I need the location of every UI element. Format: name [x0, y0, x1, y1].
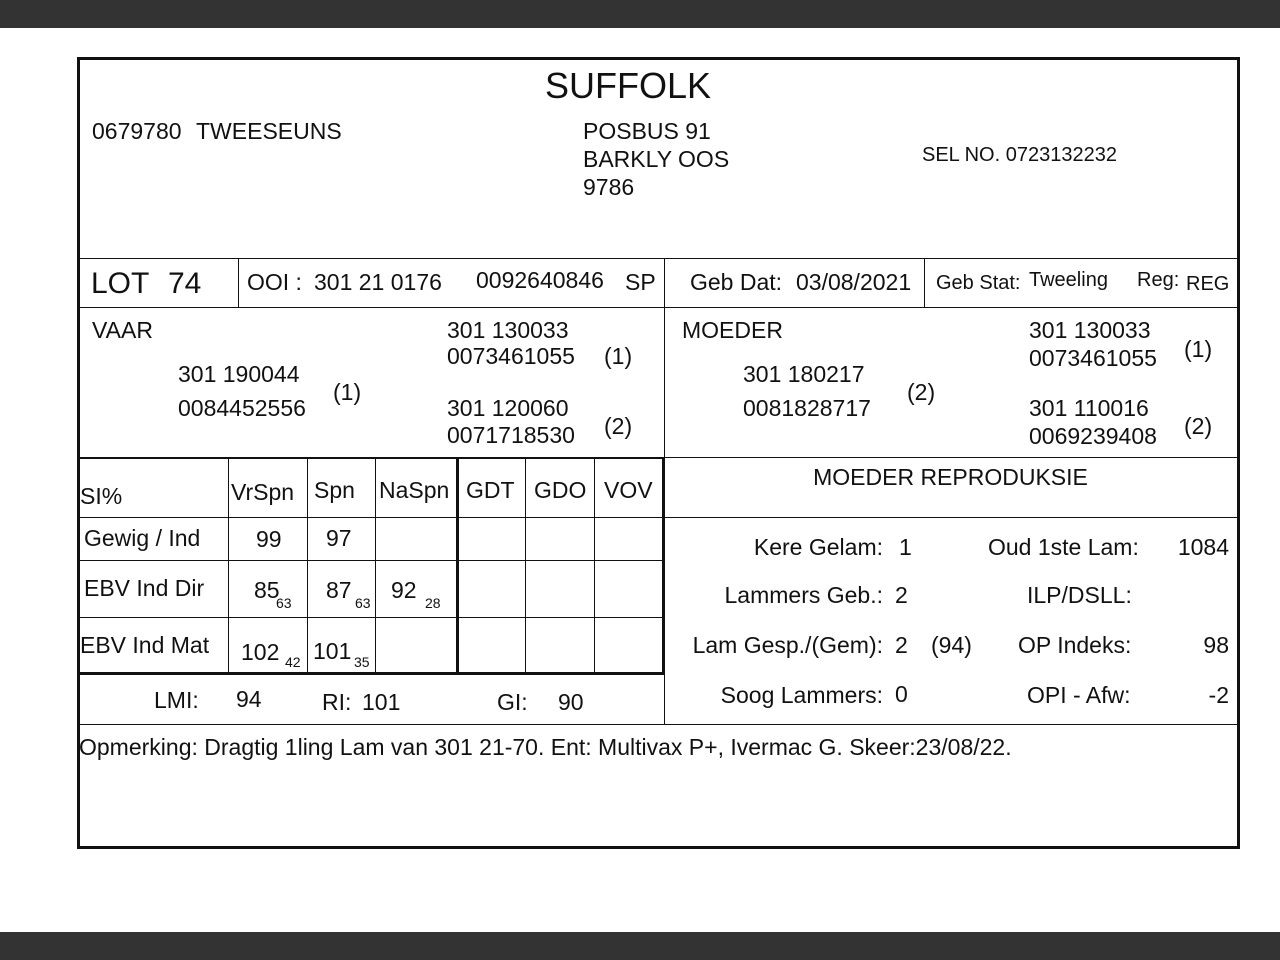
dam-code: 0081828717 — [743, 395, 871, 421]
birth-date: 03/08/2021 — [796, 269, 912, 295]
si-dir-vrspn-sub: 63 — [276, 595, 292, 611]
ilp-dsll-label: ILP/DSLL: — [1027, 582, 1132, 608]
birth-status: Tweeling — [1029, 269, 1108, 291]
frame-top — [77, 57, 1240, 60]
lammers-geb-value: 2 — [895, 582, 908, 608]
dam-sire-code: 0073461055 — [1029, 345, 1157, 371]
si-col-spn: Spn — [314, 477, 355, 503]
kere-gelam-value: 1 — [899, 534, 912, 560]
dam-sire-mark: (1) — [1184, 336, 1213, 362]
soog-lammers-value: 0 — [895, 681, 908, 707]
opi-afw-label: OPI - Afw: — [1027, 682, 1131, 708]
breeder-id: 0679780 — [92, 118, 182, 144]
reg-label: Reg: — [1137, 269, 1180, 291]
si-row-line-3 — [79, 617, 665, 618]
sire-code: 0084452556 — [178, 395, 306, 421]
dam-label: MOEDER — [682, 317, 783, 343]
si-mat-spn: 101 — [313, 638, 352, 664]
si-gewig-spn: 97 — [326, 525, 352, 551]
ewe-label: OOI : — [247, 269, 302, 295]
divider-birth-status — [924, 258, 925, 307]
sel-number: SEL NO. 0723132232 — [922, 144, 1117, 166]
si-dir-naspn-sub: 28 — [425, 595, 441, 611]
dam-dam-code: 0069239408 — [1029, 423, 1157, 449]
si-row-line-1 — [79, 517, 665, 518]
op-indeks-value: 98 — [1203, 632, 1229, 658]
si-col-line-5 — [525, 459, 526, 673]
si-col-line-6 — [594, 459, 595, 673]
si-col-line-4 — [456, 459, 459, 675]
kere-gelam-label: Kere Gelam: — [753, 534, 883, 560]
remark-text: Opmerking: Dragtig 1ling Lam van 301 21-70. Ent: Multivax P+, Ivermac G. Skeer:23/08/22. — [79, 734, 1012, 760]
dam-mark: (2) — [907, 379, 936, 405]
op-indeks-label: OP Indeks: — [1018, 632, 1132, 658]
si-table-bottom — [79, 672, 665, 675]
si-col-line-2 — [307, 459, 308, 673]
gi-label: GI: — [497, 689, 528, 715]
lot-number: 74 — [168, 267, 202, 300]
address-line-3: 9786 — [583, 174, 635, 200]
sire-id: 301 190044 — [178, 361, 300, 387]
si-dir-spn-sub: 63 — [355, 595, 371, 611]
oud-1ste-lam-label: Oud 1ste Lam: — [988, 534, 1139, 560]
sire-sire-id: 301 130033 — [447, 317, 569, 343]
ewe-id: 301 21 0176 — [314, 269, 442, 295]
si-mat-vrspn: 102 — [241, 639, 280, 665]
divider-repro-title — [664, 517, 1237, 518]
sire-dam-code: 0071718530 — [447, 422, 575, 448]
sire-sire-mark: (1) — [604, 343, 633, 369]
si-col-line-3 — [375, 459, 376, 673]
repro-title: MOEDER REPRODUKSIE — [813, 464, 1088, 490]
si-row-label-ebv-dir: EBV Ind Dir — [84, 575, 205, 601]
oud-1ste-lam-value: 1084 — [1177, 534, 1229, 560]
divider-lot — [79, 307, 1237, 308]
ri-label: RI: — [322, 689, 352, 715]
si-corner-label: SI% — [80, 483, 123, 509]
lam-gesp-label: Lam Gesp./(Gem): — [692, 632, 883, 658]
dam-id: 301 180217 — [743, 361, 865, 387]
opi-afw-value: -2 — [1208, 682, 1229, 708]
lam-gesp-value: 2 — [895, 632, 908, 658]
si-col-gdt: GDT — [466, 477, 515, 503]
lmi-value: 94 — [236, 686, 262, 712]
frame-left — [77, 57, 80, 849]
divider-remark — [79, 724, 1237, 725]
si-row-label-ebv-mat: EBV Ind Mat — [80, 632, 210, 658]
si-dir-vrspn: 85 — [254, 577, 280, 603]
si-col-naspn: NaSpn — [379, 477, 450, 503]
soog-lammers-label: Soog Lammers: — [720, 682, 883, 708]
si-col-line-1 — [228, 459, 229, 673]
ewe-code: 0092640846 — [476, 267, 604, 293]
sire-dam-mark: (2) — [604, 413, 633, 439]
ri-value: 101 — [362, 689, 401, 715]
reg-value: REG — [1186, 273, 1230, 295]
divider-header — [79, 258, 1237, 259]
birth-status-label: Geb Stat: — [936, 272, 1021, 294]
birth-date-label: Geb Dat: — [690, 269, 783, 295]
dam-dam-mark: (2) — [1184, 413, 1213, 439]
si-mat-spn-sub: 35 — [354, 654, 370, 670]
lot-label: LOT — [91, 267, 150, 300]
sire-dam-id: 301 120060 — [447, 395, 569, 421]
sire-mark: (1) — [333, 379, 362, 405]
si-row-label-gewig: Gewig / Ind — [84, 525, 201, 551]
dam-sire-id: 301 130033 — [1029, 317, 1151, 343]
si-col-vrspn: VrSpn — [231, 479, 295, 505]
dam-dam-id: 301 110016 — [1029, 395, 1149, 421]
address-line-2: BARKLY OOS — [583, 146, 730, 172]
sire-label: VAAR — [92, 317, 153, 343]
si-dir-spn: 87 — [326, 577, 352, 603]
breed-title: SUFFOLK — [544, 65, 712, 106]
si-dir-naspn: 92 — [391, 577, 417, 603]
si-mat-vrspn-sub: 42 — [285, 654, 301, 670]
divider-lot-ewe — [238, 258, 239, 307]
address-line-1: POSBUS 91 — [583, 118, 711, 144]
si-col-vov: VOV — [604, 477, 653, 503]
frame-right — [1237, 57, 1240, 849]
gi-value: 90 — [558, 689, 584, 715]
ewe-tag: SP — [625, 269, 656, 295]
frame-bottom — [77, 846, 1240, 849]
lammers-geb-label: Lammers Geb.: — [724, 582, 883, 608]
sire-sire-code: 0073461055 — [447, 343, 575, 369]
si-gewig-vrspn: 99 — [256, 526, 282, 552]
si-col-gdo: GDO — [534, 477, 587, 503]
si-row-line-2 — [79, 560, 665, 561]
lam-gesp-gem: (94) — [931, 632, 972, 658]
breeder-name: TWEESEUNS — [196, 118, 342, 144]
lmi-label: LMI: — [154, 687, 199, 713]
si-table-top — [79, 457, 665, 459]
